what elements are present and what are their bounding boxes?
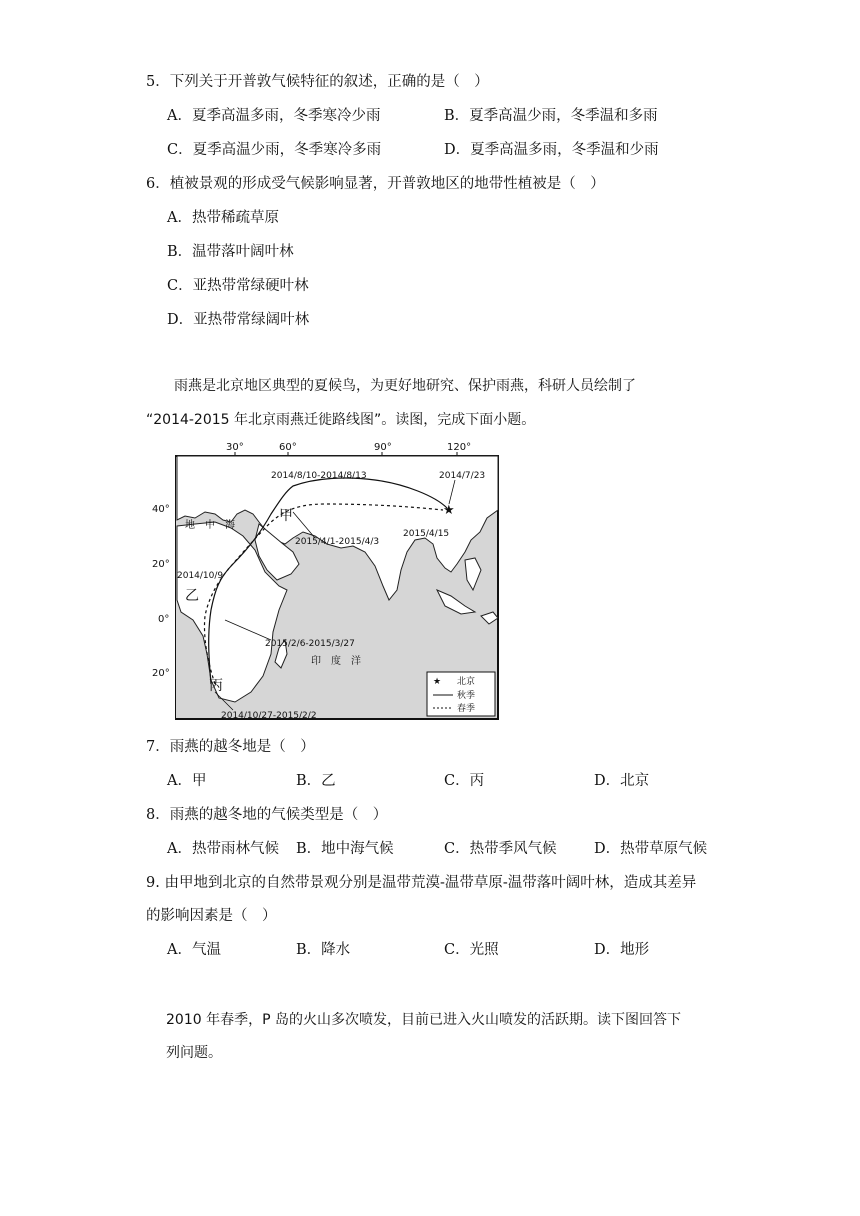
- q9-option-d[interactable]: D．地形: [594, 942, 650, 958]
- date-label-4: 2015/4/1-2015/4/3: [295, 537, 380, 547]
- q9-option-c[interactable]: C．光照: [444, 942, 499, 958]
- q8-option-a[interactable]: A．热带雨林气候: [167, 841, 279, 857]
- lon-label-30: 30°: [226, 442, 244, 453]
- passage-swift-line2: “2014-2015 年北京雨燕迁徙路线图”。读图，完成下面小题。: [146, 412, 536, 428]
- legend-spring: 春季: [457, 704, 476, 714]
- q5-stem: 5．下列关于开普敦气候特征的叙述，正确的是（ ）: [146, 74, 489, 90]
- lat-40: 40°: [152, 504, 170, 515]
- q7-option-c[interactable]: C．丙: [444, 773, 485, 789]
- q6-option-d[interactable]: D．亚热带常绿阔叶林: [167, 312, 310, 328]
- beijing-star-icon: ★: [443, 503, 455, 518]
- place-bing: 丙: [209, 678, 223, 694]
- q7-option-d[interactable]: D．北京: [594, 773, 650, 789]
- q5-option-a[interactable]: A．夏季高温多雨，冬季寒冷少雨: [167, 108, 381, 124]
- map-legend: [427, 672, 495, 716]
- lat-20s: 20°: [152, 668, 170, 679]
- q9-option-b[interactable]: B．降水: [296, 942, 351, 958]
- date-label-6: 2015/2/6-2015/3/27: [265, 639, 355, 649]
- passage-volcano-line2: 列问题。: [166, 1045, 222, 1061]
- q7-stem: 7．雨燕的越冬地是（ ）: [146, 739, 315, 755]
- passage-swift-line1: 雨燕是北京地区典型的夏候鸟，为更好地研究、保护雨燕，科研人员绘制了: [174, 378, 636, 394]
- q8-option-b[interactable]: B．地中海气候: [296, 841, 394, 857]
- q5-option-c[interactable]: C．夏季高温少雨，冬季寒冷多雨: [167, 142, 382, 158]
- q6-option-c[interactable]: C．亚热带常绿硬叶林: [167, 278, 309, 294]
- lon-label-90: 90°: [374, 442, 392, 453]
- q8-option-d[interactable]: D．热带草原气候: [594, 841, 708, 857]
- q7-option-b[interactable]: B．乙: [296, 773, 336, 789]
- q6-option-b[interactable]: B．温带落叶阔叶林: [167, 244, 294, 260]
- legend-star-icon: ★: [433, 677, 442, 687]
- q8-option-c[interactable]: C．热带季风气候: [444, 841, 557, 857]
- q7-option-a[interactable]: A．甲: [167, 773, 207, 789]
- q6-option-a[interactable]: A．热带稀疏草原: [167, 210, 279, 226]
- date-label-7: 2014/10/27-2015/2/2: [221, 711, 317, 721]
- place-jia: 甲: [279, 508, 293, 524]
- lon-label-60: 60°: [279, 442, 297, 453]
- passage-volcano-line1: 2010 年春季，P 岛的火山多次喷发，目前已进入火山喷发的活跃期。读下图回答下: [166, 1012, 681, 1028]
- q9-stem-line2: 的影响因素是（ ）: [146, 908, 277, 924]
- date-label-1: 2014/8/10-2014/8/13: [271, 471, 367, 481]
- date-label-2: 2014/7/23: [439, 471, 486, 481]
- mediterranean-label: 地 中 海: [185, 520, 235, 531]
- place-yi: 乙: [185, 588, 199, 604]
- q6-stem: 6．植被景观的形成受气候影响显著，开普敦地区的地带性植被是（ ）: [146, 176, 605, 192]
- q9-option-a[interactable]: A．气温: [167, 942, 221, 958]
- date-label-5: 2014/10/9: [177, 571, 224, 581]
- q5-option-d[interactable]: D．夏季高温多雨，冬季温和少雨: [444, 142, 659, 158]
- indian-ocean-label: 印 度 洋: [311, 656, 361, 667]
- q5-option-b[interactable]: B．夏季高温少雨，冬季温和多雨: [444, 108, 658, 124]
- lat-20n: 20°: [152, 559, 170, 570]
- q9-stem-line1: 9. 由甲地到北京的自然带景观分别是温带荒漠-温带草原-温带落叶阔叶林，造成其差异: [146, 875, 697, 891]
- date-label-3: 2015/4/15: [403, 529, 450, 539]
- legend-beijing: 北京: [457, 677, 476, 687]
- swift-migration-map: [175, 440, 500, 722]
- lon-label-120: 120°: [447, 442, 472, 453]
- legend-autumn: 秋季: [457, 691, 476, 701]
- lat-0: 0°: [158, 614, 170, 625]
- q8-stem: 8．雨燕的越冬地的气候类型是（ ）: [146, 807, 388, 823]
